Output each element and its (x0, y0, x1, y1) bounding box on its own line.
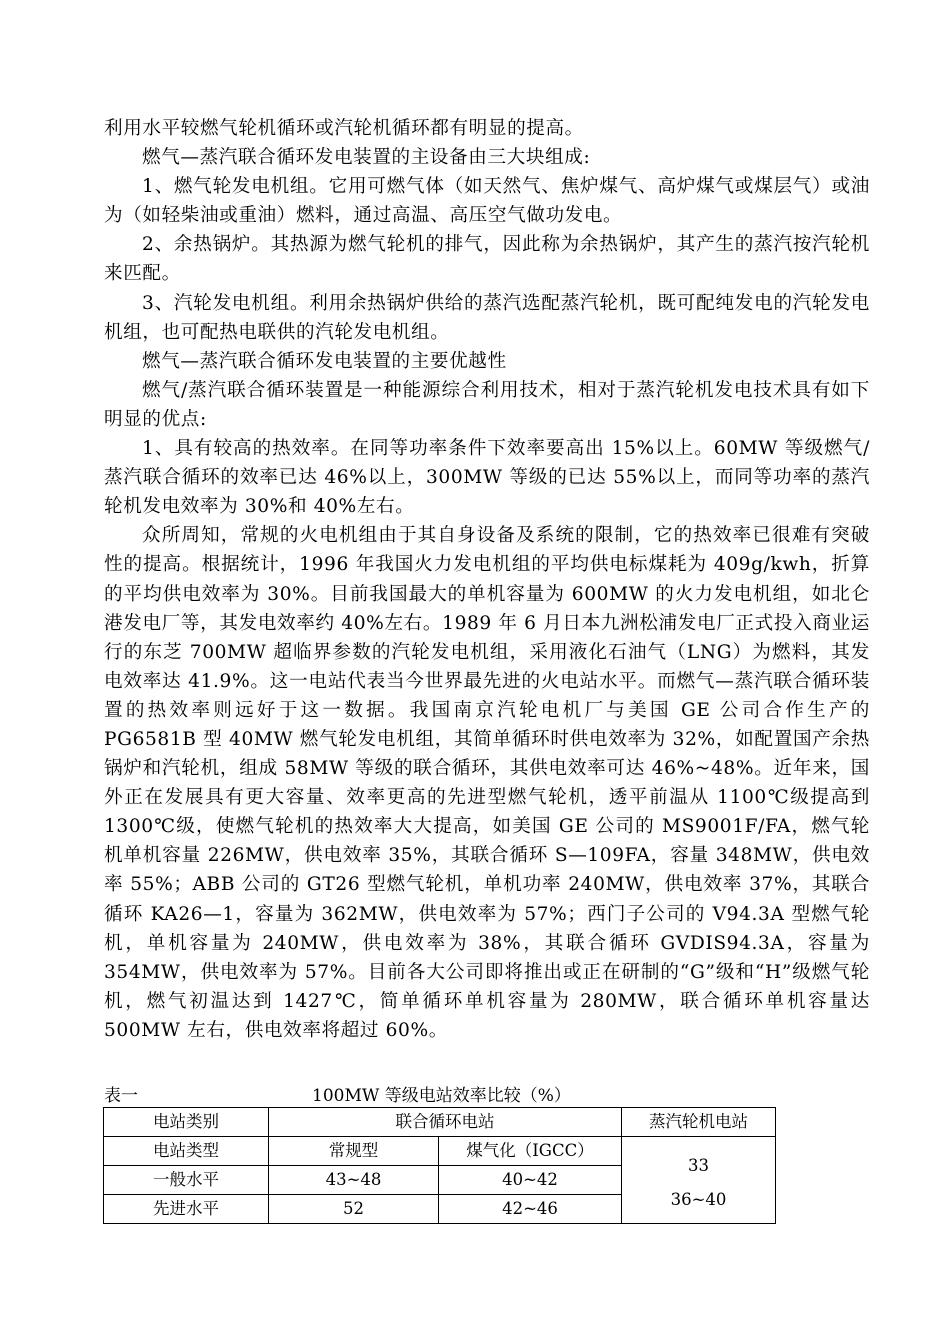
table-caption (104, 1083, 784, 1109)
table-cell: 电站类型 (104, 1137, 269, 1166)
paragraph: 3、汽轮发电机组。利用余热锅炉供给的蒸汽选配蒸汽轮机，既可配纯发电的汽轮发电机组，也可配热电联供的汽轮发电机组。 (104, 292, 870, 343)
table-cell: 一般水平 (104, 1166, 269, 1195)
paragraph: 1、燃气轮发电机组。它用可燃气体（如天然气、焦炉煤气、高炉煤气或煤层气）或油为（如轻柴油或重油）燃料，通过高温、高压空气做功发电。 (104, 176, 870, 227)
table-cell: 联合循环电站 (269, 1108, 622, 1137)
table-value: 33 (688, 1156, 709, 1175)
table-cell-merged (622, 1137, 776, 1224)
paragraph: 利用水平较燃气轮机循环或汽轮机循环都有明显的提高。 (104, 118, 584, 139)
table-title: 100MW 等级电站效率比较（%） (312, 1086, 571, 1106)
table-cell: 煤气化（IGCC） (439, 1137, 622, 1166)
body-text (104, 114, 870, 1045)
efficiency-table (103, 1107, 776, 1224)
paragraph: 1、具有较高的热效率。在同等功率条件下效率要高出 15%以上。60MW 等级燃气/蒸汽联合循环的效率已达 46%以上，300MW 等级的已达 55%以上，而同等功率的蒸汽轮机发电效率为 30%和 40%左右。 (104, 438, 870, 518)
table-label: 表一 (104, 1086, 138, 1106)
table-cell: 电站类别 (104, 1108, 269, 1137)
table-cell: 蒸汽轮机电站 (622, 1108, 776, 1137)
table-cell: 43~48 (269, 1166, 439, 1195)
table-cell: 42~46 (439, 1195, 622, 1224)
table-cell: 52 (269, 1195, 439, 1224)
paragraph: 燃气—蒸汽联合循环发电装置的主设备由三大块组成: (142, 147, 591, 169)
table-row (104, 1108, 776, 1137)
table-row (104, 1137, 776, 1166)
table-cell: 40~42 (439, 1166, 622, 1195)
table-cell: 常规型 (269, 1137, 439, 1166)
table-cell: 先进水平 (104, 1195, 269, 1224)
paragraph: 燃气/蒸汽联合循环装置是一种能源综合利用技术，相对于蒸汽轮机发电技术具有如下明显的优点: (104, 379, 870, 430)
paragraph: 2、余热锅炉。其热源为燃气轮机的排气，因此称为余热锅炉，其产生的蒸汽按汽轮机来匹配。 (104, 234, 870, 285)
paragraph: 众所周知，常规的火电机组由于其自身设备及系统的限制，它的热效率已很难有突破性的提高。根据统计，1996 年我国火力发电机组的平均供电标煤耗为 409g/kwh，折算的平均供电效率为 30%。目前我国最大的单机容量为 600MW 的火力发电机组，如北仑港发电厂等，其发电效率约 40%左右。1989 年 6 月日本九洲松浦发电厂正式投入商业运行的东芝 700MW 超临界参数的汽轮发电机组，采用液化石油气（LNG）为燃料，其发电效率达 41.9%。这一电站代表当今世界最先进的火电站水平。而燃气—蒸汽联合循环装置的热效率则远好于这一数据。我国南京汽轮电机厂与美国 GE 公司合作生产的 PG6581B 型 40MW 燃气轮发电机组，其简单循环时供电效率为 32%，如配置国产余热锅炉和汽轮机，组成 58MW 等级的联合循环，其供电效率可达 46%~48%。近年来，国外正在发展具有更大容量、效率更高的先进型燃气轮机，透平前温从 1100℃级提高到 1300℃级，使燃气轮机的热效率大大提高，如美国 GE 公司的 MS9001F/FA，燃气轮机单机容量 226MW，供电效率 35%，其联合循环 S—109FA，容量 348MW，供电效率 55%；ABB 公司的 GT26 型燃气轮机，单机功率 240MW，供电效率 37%，其联合循环 KA26—1，容量为 362MW，供电效率为 57%；西门子公司的 V94.3A 型燃气轮机，单机容量为 240MW，供电效率为 38%，其联合循环 GVDIS94.3A，容量为 354MW，供电效率为 57%。目前各大公司即将推出或正在研制的“G”级和“H”级燃气轮机，燃气初温达到 1427℃，简单循环单机容量为 280MW，联合循环单机容量达 500MW 左右，供电效率将超过 60%。 (104, 525, 870, 1041)
paragraph: 燃气—蒸汽联合循环发电装置的主要优越性 (142, 350, 507, 372)
table-value: 36~40 (670, 1190, 727, 1209)
